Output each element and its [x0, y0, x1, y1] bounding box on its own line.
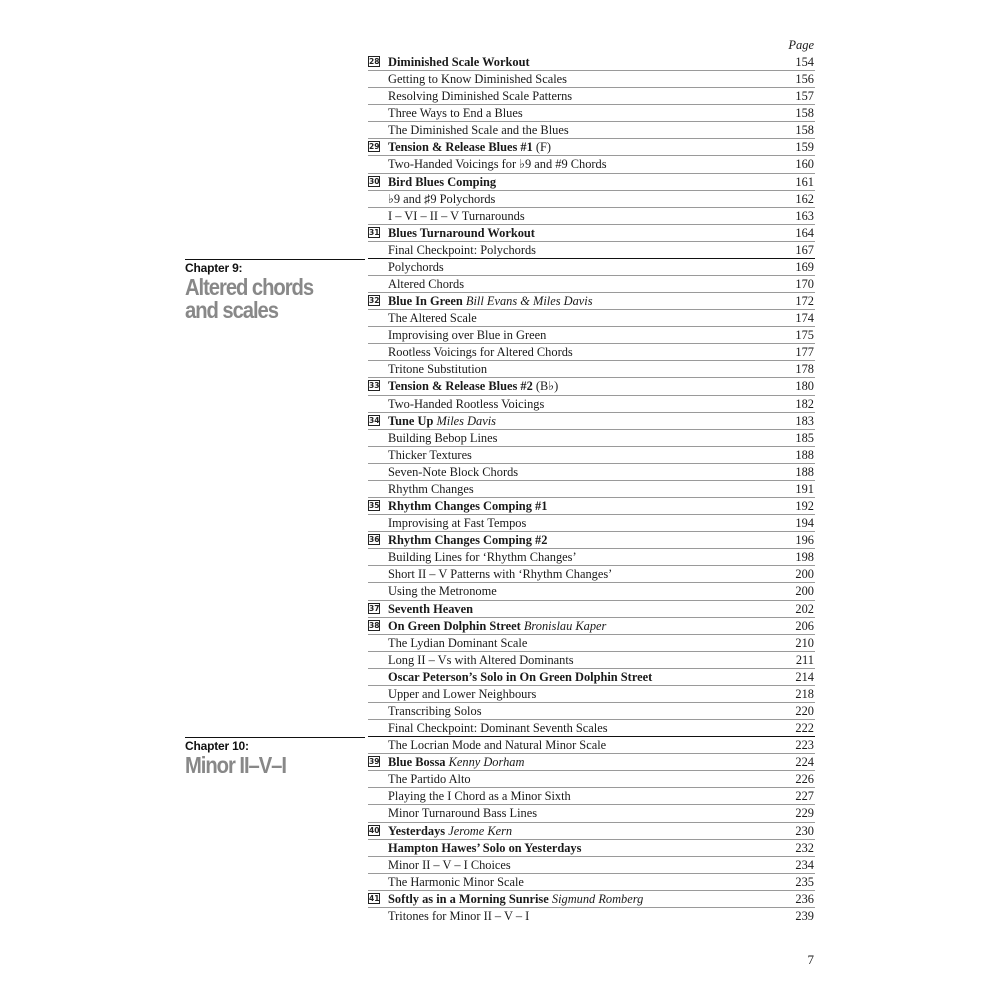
page-number: 7: [807, 952, 814, 967]
entry-title: [388, 652, 574, 668]
toc-entry: [368, 122, 815, 139]
chapter-title: Minor II–V–I: [185, 752, 286, 778]
entry-title: [388, 771, 471, 787]
entry-title-text: Tension & Release Blues #1: [388, 140, 533, 155]
toc-entry: [368, 908, 815, 925]
cd-track-icon: 41: [369, 893, 380, 903]
entry-title-text: Three Ways to End a Blues: [388, 106, 523, 121]
entry-title-text: Altered Chords: [388, 277, 465, 292]
entry-title: [388, 122, 569, 138]
entry-title-text: Minor II – V – I Choices: [388, 857, 511, 872]
entry-title: [388, 583, 497, 599]
entry-page-number: 158: [795, 123, 814, 138]
toc-entry: [368, 174, 815, 191]
entry-page-number: 154: [795, 55, 814, 69]
entry-title: [388, 566, 612, 582]
entry-title: [388, 242, 536, 258]
entry-title: [388, 191, 495, 207]
toc-entry: [368, 276, 815, 293]
entry-title: [388, 840, 581, 856]
entry-title-text: Rootless Voicings for Altered Chords: [388, 345, 573, 360]
entry-page-number: 192: [795, 499, 814, 514]
toc-entry: [368, 720, 815, 737]
toc-entry: [368, 71, 815, 88]
entry-title: [388, 737, 606, 753]
entry-title-text: Tension & Release Blues #2: [388, 379, 533, 394]
entry-title: [388, 225, 535, 241]
entry-title: [388, 515, 526, 531]
entry-title-text: Bird Blues Comping: [388, 174, 497, 189]
entry-title: [388, 481, 474, 497]
cd-track-icon: 32: [369, 296, 380, 306]
entry-page-number: 194: [795, 516, 814, 531]
entry-title: [388, 310, 477, 326]
entry-title: [388, 259, 444, 275]
entry-page-number: 159: [795, 140, 814, 155]
entry-title-text: Building Bebop Lines: [388, 430, 498, 445]
entry-title: [388, 378, 558, 394]
toc-entry: [368, 823, 815, 840]
toc-entry: [368, 549, 815, 566]
entry-title-text: The Locrian Mode and Natural Minor Scale: [388, 738, 607, 753]
entry-title: [388, 874, 524, 890]
chapter-label: Chapter 10:: [185, 739, 249, 753]
entry-page-number: 162: [795, 191, 814, 206]
entry-title-text: Polychords: [388, 259, 444, 274]
entry-title: [388, 618, 606, 634]
entry-page-number: 202: [795, 601, 814, 616]
entry-page-number: 200: [795, 584, 814, 599]
entry-title-text: The Altered Scale: [388, 311, 477, 326]
toc-entry: [368, 805, 815, 822]
entry-title: [388, 686, 536, 702]
entry-page-number: 230: [795, 823, 814, 838]
entry-page-number: 226: [795, 772, 814, 787]
entry-page-number: 161: [795, 174, 814, 189]
entry-title: [388, 754, 524, 770]
entry-title: [388, 532, 547, 548]
entry-title-text: Two-Handed Voicings for ♭9 and #9 Chords: [388, 157, 607, 172]
toc-entry: [368, 754, 815, 771]
entry-page-number: 177: [795, 345, 814, 360]
cd-track-icon: 28: [369, 57, 380, 66]
entry-composer: Jerome Kern: [448, 823, 513, 838]
toc-entry: [368, 396, 815, 413]
toc-entry: [368, 618, 815, 635]
entry-title-text: Getting to Know Diminished Scales: [388, 72, 567, 87]
entry-page-number: 191: [795, 481, 814, 496]
entry-title-text: Playing the I Chord as a Minor Sixth: [388, 789, 571, 804]
entry-composer: Bill Evans & Miles Davis: [465, 294, 593, 309]
toc-entry: [368, 481, 815, 498]
entry-page-number: 239: [795, 908, 814, 923]
cd-track-icon: 37: [369, 603, 380, 613]
entry-title-text: Tune Up: [388, 413, 434, 428]
entry-title-text: The Diminished Scale and the Blues: [388, 123, 569, 138]
contents-list: [368, 54, 815, 925]
entry-title: [388, 105, 523, 121]
cd-track-icon: 31: [369, 227, 380, 237]
entry-page-number: 183: [795, 413, 814, 428]
entry-composer: Miles Davis: [436, 413, 497, 428]
entry-title: [388, 601, 473, 617]
entry-title: [388, 276, 464, 292]
entry-page-number: 157: [795, 89, 814, 104]
chapter-label: Chapter 9:: [185, 261, 243, 275]
cd-track-icon: 35: [369, 501, 380, 511]
entry-page-number: 156: [795, 72, 814, 87]
entry-title: [388, 327, 546, 343]
entry-page-number: 167: [795, 242, 814, 257]
toc-entry: [368, 242, 815, 259]
cd-track-icon: 39: [369, 757, 380, 767]
entry-page-number: 214: [795, 669, 814, 684]
entry-title: [388, 54, 530, 70]
entry-title: [388, 805, 537, 821]
entry-page-number: 198: [795, 550, 814, 565]
entry-title: [388, 88, 572, 104]
entry-page-number: 224: [795, 755, 814, 770]
chapter-title: Altered chords and scales: [185, 274, 314, 323]
entry-title: [388, 788, 571, 804]
toc-entry: [368, 293, 815, 310]
entry-key: (B♭): [532, 379, 559, 394]
entry-title-text: The Harmonic Minor Scale: [388, 874, 524, 889]
toc-entry: [368, 105, 815, 122]
toc-entry: [368, 208, 815, 225]
entry-title-text: Improvising over Blue in Green: [388, 328, 547, 343]
entry-page-number: 220: [795, 703, 814, 718]
entry-page-number: 175: [795, 328, 814, 343]
toc-entry: [368, 54, 815, 71]
entry-page-number: 172: [795, 294, 814, 309]
toc-entry: [368, 737, 815, 754]
entry-title: [388, 549, 577, 565]
toc-entry: [368, 857, 815, 874]
cd-track-icon: 30: [369, 176, 380, 186]
entry-title-text: The Lydian Dominant Scale: [388, 635, 528, 650]
entry-title-text: Rhythm Changes Comping #1: [388, 499, 548, 514]
entry-title-text: Using the Metronome: [388, 584, 497, 599]
toc-entry: [368, 88, 815, 105]
toc-entry: [368, 327, 815, 344]
entry-title: [388, 635, 527, 651]
toc-entry: [368, 259, 815, 276]
entry-title-text: Diminished Scale Workout: [388, 55, 530, 69]
entry-title-text: Short II – V Patterns with ‘Rhythm Changes’: [388, 567, 613, 582]
entry-page-number: 163: [795, 208, 814, 223]
toc-entry: [368, 447, 815, 464]
entry-title: [388, 720, 608, 736]
toc-entry: [368, 515, 815, 532]
cd-track-icon: 29: [369, 142, 380, 152]
entry-title-text: Seventh Heaven: [388, 601, 474, 616]
toc-entry: [368, 378, 815, 395]
entry-title: [388, 908, 529, 924]
cd-track-icon: 34: [369, 415, 380, 425]
toc-entry: [368, 686, 815, 703]
entry-page-number: 185: [795, 430, 814, 445]
chapter-10-block: [185, 737, 365, 777]
toc-entry: [368, 532, 815, 549]
entry-title-text: Final Checkpoint: Polychords: [388, 242, 536, 257]
entry-page-number: 210: [795, 635, 814, 650]
entry-title: [388, 430, 497, 446]
entry-title-text: Rhythm Changes: [388, 481, 474, 496]
entry-page-number: 229: [795, 806, 814, 821]
entry-title: [388, 396, 544, 412]
toc-entry: [368, 891, 815, 908]
entry-page-number: 178: [795, 362, 814, 377]
entry-key: (F): [532, 140, 552, 155]
toc-entry: [368, 498, 815, 515]
entry-title: [388, 361, 487, 377]
toc-entry: [368, 413, 815, 430]
cd-track-icon: 40: [369, 825, 380, 835]
entry-title-text: Final Checkpoint: Dominant Seventh Scales: [388, 721, 608, 736]
entry-title-text: Softly as in a Morning Sunrise: [388, 891, 549, 906]
toc-entry: [368, 139, 815, 156]
toc-entry: [368, 310, 815, 327]
entry-title: [388, 857, 511, 873]
toc-entry: [368, 601, 815, 618]
entry-page-number: 196: [795, 533, 814, 548]
entry-page-number: 223: [795, 738, 814, 753]
entry-title-text: Blues Turnaround Workout: [388, 225, 535, 240]
toc-entry: [368, 703, 815, 720]
toc-entry: [368, 344, 815, 361]
toc-entry: [368, 583, 815, 600]
entry-page-number: 180: [795, 379, 814, 394]
entry-title-text: Tritones for Minor II – V – I: [388, 908, 530, 923]
entry-title: [388, 669, 652, 685]
entry-title: [388, 71, 567, 87]
entry-page-number: 206: [795, 618, 814, 633]
entry-title-text: Building Lines for ‘Rhythm Changes’: [388, 550, 577, 565]
toc-entry: [368, 156, 815, 173]
entry-page-number: 236: [795, 891, 814, 906]
entry-page-number: 169: [795, 259, 814, 274]
toc-entry: [368, 669, 815, 686]
entry-composer: Kenny Dorham: [448, 755, 525, 770]
entry-title-text: I – VI – II – V Turnarounds: [388, 208, 525, 223]
entry-title-text: Hampton Hawes’ Solo on Yesterdays: [388, 840, 582, 855]
cd-track-icon: 38: [369, 620, 380, 630]
entry-title: [388, 174, 496, 190]
entry-title: [388, 208, 525, 224]
entry-title: [388, 156, 607, 172]
cd-track-icon: 36: [369, 535, 380, 545]
entry-title-text: Minor Turnaround Bass Lines: [388, 806, 538, 821]
toc-entry: [368, 191, 815, 208]
entry-page-number: 182: [795, 396, 814, 411]
entry-page-number: 227: [795, 789, 814, 804]
entry-title-text: Seven-Note Block Chords: [388, 464, 519, 479]
entry-page-number: 235: [795, 874, 814, 889]
entry-page-number: 188: [795, 447, 814, 462]
toc-entry: [368, 361, 815, 378]
entry-title-text: Thicker Textures: [388, 447, 472, 462]
entry-title-text: Transcribing Solos: [388, 703, 482, 718]
entry-title: [388, 447, 472, 463]
toc-entry: [368, 771, 815, 788]
entry-title: [388, 823, 512, 839]
entry-page-number: 234: [795, 857, 814, 872]
entry-title-text: Tritone Substitution: [388, 362, 488, 377]
toc-entry: [368, 840, 815, 857]
toc-entry: [368, 430, 815, 447]
entry-page-number: 174: [795, 311, 814, 326]
entry-page-number: 170: [795, 277, 814, 292]
entry-page-number: 188: [795, 464, 814, 479]
entry-title: [388, 139, 551, 155]
toc-entry: [368, 788, 815, 805]
toc-entry: [368, 652, 815, 669]
entry-composer: Bronislau Kaper: [523, 618, 607, 633]
entry-title: [388, 498, 547, 514]
toc-entry: [368, 874, 815, 891]
entry-title-text: Improvising at Fast Tempos: [388, 516, 527, 531]
entry-title: [388, 344, 573, 360]
toc-entry: [368, 225, 815, 242]
entry-title: [388, 703, 482, 719]
entry-title-text: Blue Bossa: [388, 755, 446, 770]
entry-title-text: ♭9 and ♯9 Polychords: [388, 191, 496, 206]
toc-entry: [368, 464, 815, 481]
entry-page-number: 158: [795, 106, 814, 121]
entry-page-number: 164: [795, 225, 814, 240]
entry-title-text: Resolving Diminished Scale Patterns: [388, 89, 573, 104]
cd-track-icon: 33: [369, 381, 380, 391]
entry-title: [388, 413, 496, 429]
toc-entry: [368, 566, 815, 583]
entry-title-text: Two-Handed Rootless Voicings: [388, 396, 545, 411]
entry-title: [388, 293, 593, 309]
entry-title-text: Upper and Lower Neighbours: [388, 686, 537, 701]
entry-title-text: Oscar Peterson’s Solo in On Green Dolphin Street: [388, 669, 653, 684]
entry-page-number: 222: [795, 721, 814, 736]
toc-entry: [368, 635, 815, 652]
entry-title-text: On Green Dolphin Street: [388, 618, 521, 633]
entry-title: [388, 464, 518, 480]
entry-page-number: 232: [795, 840, 814, 855]
chapter-9-block: [185, 259, 365, 322]
entry-page-number: 160: [795, 157, 814, 172]
entry-title: [388, 891, 643, 907]
entry-title-text: The Partido Alto: [388, 772, 471, 787]
entry-page-number: 211: [795, 652, 814, 667]
entry-title-text: Yesterdays: [388, 823, 446, 838]
page-column-heading: Page: [788, 38, 814, 52]
entry-title-text: Blue In Green: [388, 294, 463, 309]
entry-title-text: Rhythm Changes Comping #2: [388, 533, 548, 548]
entry-page-number: 218: [795, 686, 814, 701]
entry-composer: Sigmund Romberg: [551, 891, 644, 906]
entry-title-text: Long II – Vs with Altered Dominants: [388, 652, 574, 667]
entry-page-number: 200: [795, 567, 814, 582]
